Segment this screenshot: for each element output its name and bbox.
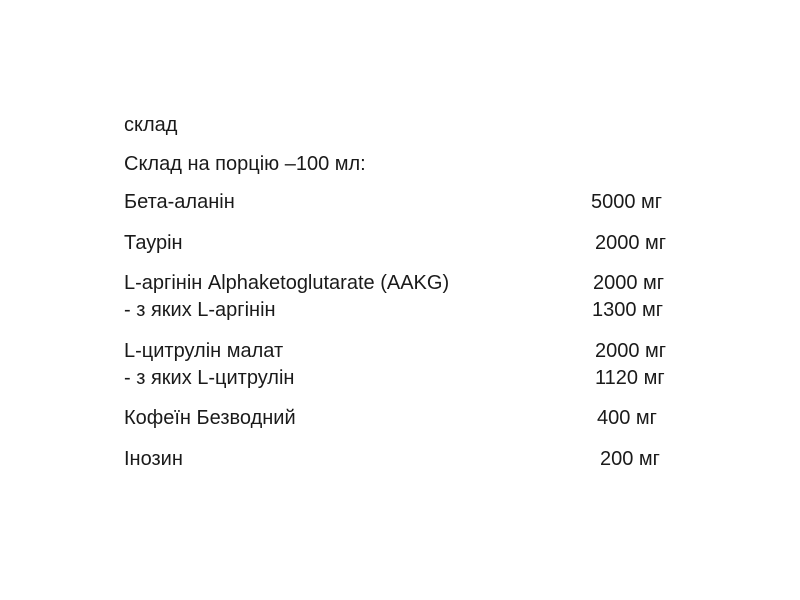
ingredient-amount: 2000 мг	[595, 340, 667, 362]
ingredient-subname: - з яких L-цитрулін	[124, 367, 295, 389]
ingredient-amount: 5000 мг	[591, 191, 663, 213]
ingredient-amount: 2000 мг	[593, 272, 665, 294]
ingredient-amount: 1300 мг	[592, 299, 664, 321]
serving-subheading: Склад на порцію –100 мл:	[124, 153, 366, 175]
ingredient-name: L-аргінін Alphaketoglutarate (AAKG)	[124, 272, 450, 294]
ingredient-amount: 400 мг	[597, 407, 657, 429]
ingredient-subname: - з яких L-аргінін	[124, 299, 276, 321]
ingredient-name: L-цитрулін малат	[124, 340, 284, 362]
ingredient-name: Таурін	[124, 232, 183, 254]
ingredient-amount: 1120 мг	[595, 367, 665, 389]
ingredient-name: Бета-аланін	[124, 191, 235, 213]
ingredient-name: Інозин	[124, 448, 183, 470]
document-heading: склад	[124, 114, 178, 136]
ingredient-name: Кофеїн Безводний	[124, 407, 296, 429]
ingredient-amount: 200 мг	[600, 448, 660, 470]
ingredient-amount: 2000 мг	[595, 232, 667, 254]
